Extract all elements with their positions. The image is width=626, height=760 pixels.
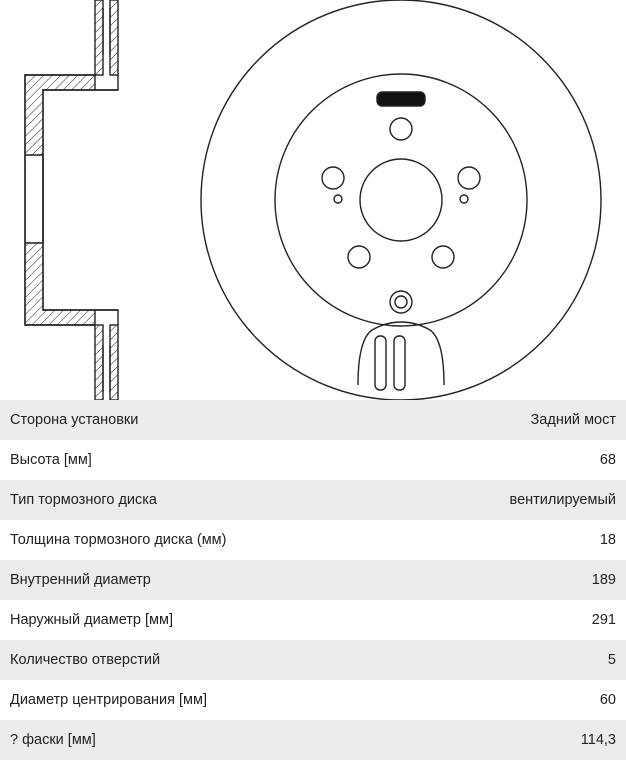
spec-row	[0, 560, 626, 600]
spec-row	[0, 480, 626, 520]
centre-bore	[360, 159, 442, 241]
spec-value: вентилируемый	[509, 492, 616, 508]
spec-label: Сторона установки	[10, 412, 139, 428]
spec-value: 189	[591, 572, 616, 588]
spec-value: 291	[591, 612, 616, 628]
spec-row	[0, 640, 626, 680]
outer-rim	[201, 0, 601, 400]
spec-value: 60	[599, 692, 616, 708]
spec-value: 114,3	[580, 732, 616, 748]
spec-label: Тип тормозного диска	[10, 492, 157, 508]
spec-value: 5	[607, 652, 616, 668]
disc-cross-section	[25, 0, 118, 400]
spec-label: Толщина тормозного диска (мм)	[10, 532, 227, 548]
spec-row	[0, 720, 626, 760]
spec-label: Диаметр центрирования [мм]	[10, 692, 208, 708]
hat-circle	[275, 74, 527, 326]
spec-row	[0, 440, 626, 480]
spec-label: ? фаски [мм]	[10, 732, 96, 748]
spec-table	[0, 400, 626, 760]
disc-front-view	[201, 0, 601, 400]
spec-label: Внутренний диаметр	[10, 572, 151, 588]
spec-row	[0, 520, 626, 560]
spec-value: 18	[599, 532, 616, 548]
spec-value: 68	[599, 452, 616, 468]
spec-label: Количество отверстий	[10, 652, 161, 668]
spec-label: Наружный диаметр [мм]	[10, 612, 174, 628]
spec-row	[0, 680, 626, 720]
spec-row	[0, 600, 626, 640]
spec-value: Задний мост	[530, 412, 616, 428]
spec-label: Высота [мм]	[10, 452, 92, 468]
spec-row	[0, 400, 626, 440]
